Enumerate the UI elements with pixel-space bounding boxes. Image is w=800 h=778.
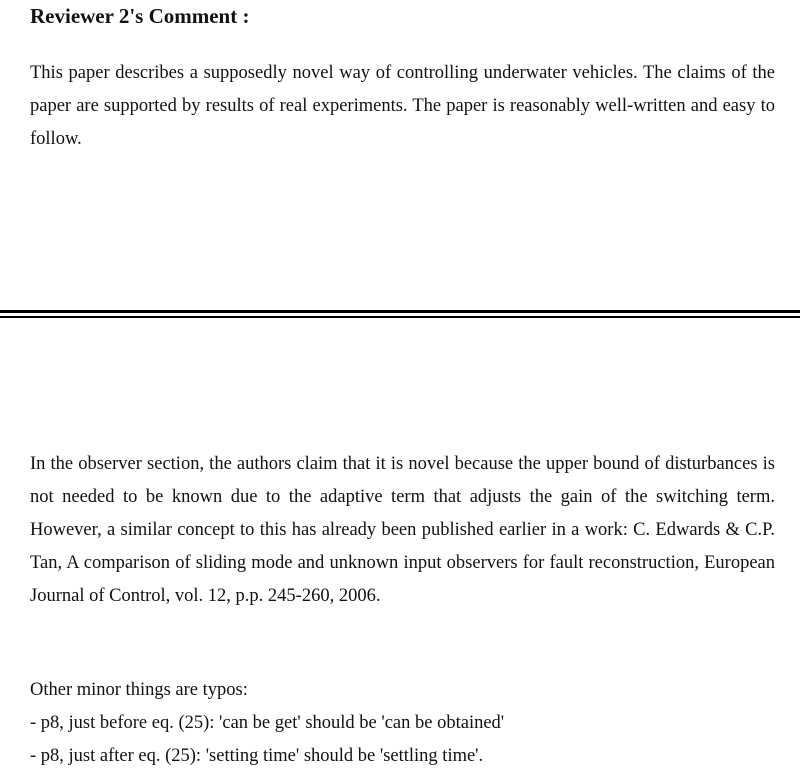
typo-item: - p8, just before eq. (25): 'can be get' should be 'can be obtained' — [30, 713, 505, 733]
typo-item: - p8, just after eq. (25): 'setting time' should be 'settling time'. — [30, 746, 484, 766]
summary-paragraph: This paper describes a supposedly novel way of controlling underwater vehicles. The claims of the paper are supported by results of real experiments. The paper is reasonably well-written and easy to follow. — [30, 63, 775, 149]
observer-section-paragraph: In the observer section, the authors claim that it is novel because the upper bound of disturbances is not needed to be known due to the adaptive term that adjusts the gain of the switching term. However, a similar concept to this has already been published earlier in a work: C. Edwards & C.P. Tan, A comparison of sliding mode and unknown input observers for fault reconstruction, European Journal of Control, vol. 12, p.p. 245-260, 2006. — [30, 454, 775, 606]
page-divider — [0, 310, 800, 318]
minor-typos-block — [30, 674, 775, 773]
divider-rule-thin — [0, 316, 800, 318]
minor-typos-intro: Other minor things are typos: — [30, 680, 248, 700]
reviewer-comment-heading: Reviewer 2's Comment : — [30, 4, 250, 28]
